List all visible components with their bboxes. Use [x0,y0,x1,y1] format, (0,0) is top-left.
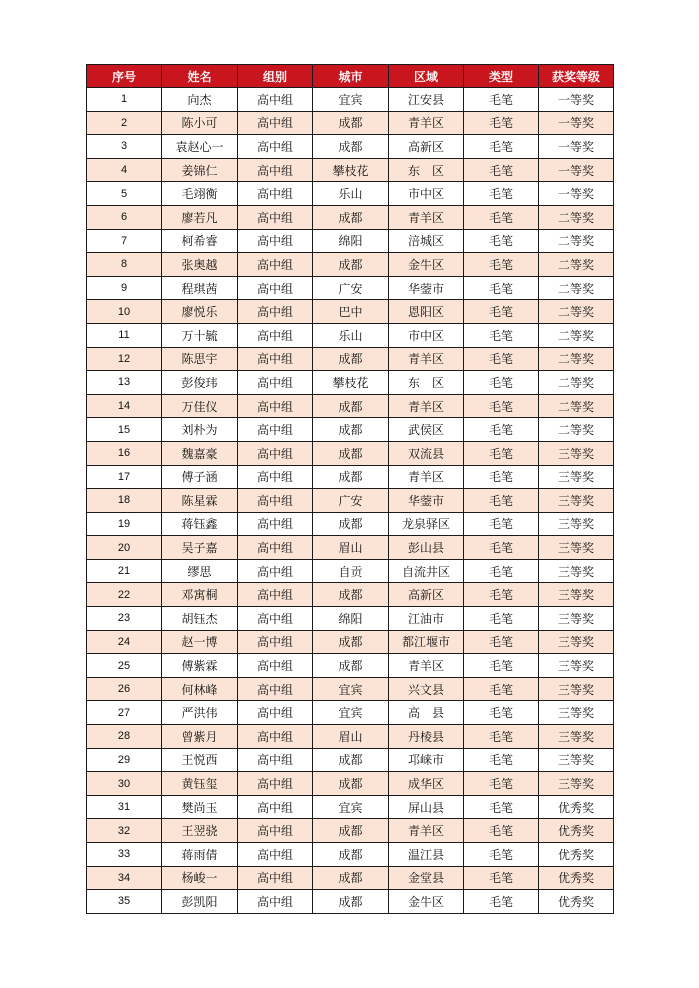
cell-award-level: 三等奖 [539,489,614,513]
cell-name: 严洪伟 [162,701,238,725]
cell-award-level: 二等奖 [539,347,614,371]
table-row [87,253,614,277]
table-row [87,819,614,843]
cell-name: 傅子涵 [162,465,238,489]
cell-type: 毛笔 [464,394,539,418]
cell-city: 成都 [313,253,389,277]
cell-group: 高中组 [238,276,313,300]
cell-group: 高中组 [238,654,313,678]
header-award-level: 获奖等级 [539,65,614,88]
cell-type: 毛笔 [464,300,539,324]
cell-district: 市中区 [389,323,464,347]
cell-type: 毛笔 [464,795,539,819]
cell-group: 高中组 [238,725,313,749]
cell-index: 14 [87,394,162,418]
cell-district: 屏山县 [389,795,464,819]
cell-city: 成都 [313,347,389,371]
cell-city: 广安 [313,489,389,513]
cell-name: 赵一博 [162,630,238,654]
cell-name: 廖悦乐 [162,300,238,324]
cell-award-level: 一等奖 [539,135,614,159]
cell-type: 毛笔 [464,371,539,395]
cell-group: 高中组 [238,819,313,843]
cell-name: 黄钰玺 [162,772,238,796]
cell-city: 广安 [313,276,389,300]
header-row [87,65,614,88]
cell-group: 高中组 [238,182,313,206]
cell-name: 程琪茜 [162,276,238,300]
cell-award-level: 三等奖 [539,654,614,678]
cell-name: 向杰 [162,88,238,112]
cell-award-level: 三等奖 [539,630,614,654]
cell-type: 毛笔 [464,843,539,867]
table-row [87,323,614,347]
cell-type: 毛笔 [464,536,539,560]
cell-name: 姜锦仁 [162,158,238,182]
cell-district: 兴文县 [389,677,464,701]
cell-name: 张奥越 [162,253,238,277]
table-row [87,843,614,867]
cell-index: 10 [87,300,162,324]
cell-group: 高中组 [238,465,313,489]
cell-name: 王翌骁 [162,819,238,843]
cell-district: 丹棱县 [389,725,464,749]
cell-group: 高中组 [238,677,313,701]
cell-group: 高中组 [238,701,313,725]
cell-index: 19 [87,512,162,536]
cell-award-level: 二等奖 [539,229,614,253]
cell-name: 毛翊衡 [162,182,238,206]
table-row [87,418,614,442]
cell-type: 毛笔 [464,418,539,442]
cell-district: 金牛区 [389,253,464,277]
cell-award-level: 二等奖 [539,253,614,277]
cell-group: 高中组 [238,890,313,914]
cell-group: 高中组 [238,300,313,324]
cell-name: 傅紫霖 [162,654,238,678]
cell-group: 高中组 [238,371,313,395]
cell-city: 宜宾 [313,677,389,701]
cell-index: 20 [87,536,162,560]
table-body [87,88,614,914]
table-row [87,88,614,112]
award-table [86,64,614,914]
cell-name: 杨峻一 [162,866,238,890]
cell-city: 成都 [313,866,389,890]
cell-name: 胡钰杰 [162,607,238,631]
cell-group: 高中组 [238,135,313,159]
cell-index: 9 [87,276,162,300]
table-row [87,772,614,796]
cell-name: 万佳仪 [162,394,238,418]
table-row [87,866,614,890]
cell-group: 高中组 [238,536,313,560]
cell-city: 眉山 [313,725,389,749]
table-row [87,158,614,182]
cell-index: 21 [87,559,162,583]
cell-index: 29 [87,748,162,772]
cell-award-level: 三等奖 [539,748,614,772]
cell-type: 毛笔 [464,866,539,890]
cell-district: 江安县 [389,88,464,112]
table-row [87,205,614,229]
cell-district: 邛崃市 [389,748,464,772]
cell-district: 金堂县 [389,866,464,890]
cell-index: 7 [87,229,162,253]
cell-group: 高中组 [238,748,313,772]
table-row [87,654,614,678]
cell-name: 万十毓 [162,323,238,347]
cell-district: 青羊区 [389,394,464,418]
cell-group: 高中组 [238,418,313,442]
cell-city: 成都 [313,465,389,489]
cell-district: 青羊区 [389,205,464,229]
cell-group: 高中组 [238,323,313,347]
cell-district: 双流县 [389,441,464,465]
table-row [87,583,614,607]
cell-index: 11 [87,323,162,347]
cell-city: 攀枝花 [313,158,389,182]
table-row [87,489,614,513]
table-row [87,182,614,206]
cell-index: 22 [87,583,162,607]
cell-award-level: 三等奖 [539,583,614,607]
cell-city: 成都 [313,111,389,135]
cell-index: 18 [87,489,162,513]
table-row [87,559,614,583]
cell-type: 毛笔 [464,748,539,772]
cell-type: 毛笔 [464,135,539,159]
cell-city: 成都 [313,748,389,772]
cell-district: 华蓥市 [389,489,464,513]
cell-city: 宜宾 [313,795,389,819]
cell-award-level: 优秀奖 [539,843,614,867]
table-row [87,890,614,914]
cell-district: 自流井区 [389,559,464,583]
cell-district: 江油市 [389,607,464,631]
cell-type: 毛笔 [464,489,539,513]
cell-city: 成都 [313,512,389,536]
cell-type: 毛笔 [464,559,539,583]
cell-group: 高中组 [238,559,313,583]
cell-group: 高中组 [238,512,313,536]
cell-city: 宜宾 [313,88,389,112]
cell-type: 毛笔 [464,630,539,654]
cell-district: 高新区 [389,135,464,159]
cell-index: 25 [87,654,162,678]
cell-group: 高中组 [238,441,313,465]
cell-name: 彭凯阳 [162,890,238,914]
cell-group: 高中组 [238,111,313,135]
cell-type: 毛笔 [464,88,539,112]
cell-group: 高中组 [238,866,313,890]
cell-index: 12 [87,347,162,371]
cell-district: 涪城区 [389,229,464,253]
cell-district: 龙泉驿区 [389,512,464,536]
cell-index: 8 [87,253,162,277]
table-row [87,795,614,819]
cell-city: 成都 [313,205,389,229]
table-row [87,630,614,654]
cell-index: 23 [87,607,162,631]
cell-index: 2 [87,111,162,135]
cell-city: 眉山 [313,536,389,560]
cell-city: 攀枝花 [313,371,389,395]
cell-city: 宜宾 [313,701,389,725]
cell-index: 1 [87,88,162,112]
cell-index: 3 [87,135,162,159]
table-row [87,701,614,725]
cell-name: 王悦西 [162,748,238,772]
cell-award-level: 三等奖 [539,701,614,725]
cell-district: 东 区 [389,371,464,395]
cell-award-level: 优秀奖 [539,890,614,914]
table-row [87,347,614,371]
cell-district: 青羊区 [389,111,464,135]
cell-name: 缪思 [162,559,238,583]
cell-group: 高中组 [238,229,313,253]
cell-award-level: 三等奖 [539,677,614,701]
cell-group: 高中组 [238,394,313,418]
cell-city: 成都 [313,654,389,678]
cell-award-level: 一等奖 [539,88,614,112]
cell-group: 高中组 [238,795,313,819]
cell-city: 绵阳 [313,229,389,253]
cell-index: 30 [87,772,162,796]
cell-district: 高 县 [389,701,464,725]
cell-index: 28 [87,725,162,749]
table-row [87,465,614,489]
cell-award-level: 二等奖 [539,205,614,229]
cell-name: 廖若凡 [162,205,238,229]
cell-award-level: 三等奖 [539,465,614,489]
cell-type: 毛笔 [464,465,539,489]
cell-group: 高中组 [238,607,313,631]
cell-award-level: 优秀奖 [539,866,614,890]
cell-award-level: 三等奖 [539,512,614,536]
cell-award-level: 二等奖 [539,371,614,395]
cell-name: 吴子嘉 [162,536,238,560]
cell-district: 武侯区 [389,418,464,442]
cell-type: 毛笔 [464,276,539,300]
cell-award-level: 二等奖 [539,300,614,324]
cell-award-level: 一等奖 [539,182,614,206]
cell-type: 毛笔 [464,253,539,277]
cell-name: 蒋雨倩 [162,843,238,867]
table-row [87,394,614,418]
cell-index: 33 [87,843,162,867]
header-index: 序号 [87,65,162,88]
table-row [87,371,614,395]
cell-award-level: 三等奖 [539,772,614,796]
table-row [87,135,614,159]
cell-city: 自贡 [313,559,389,583]
cell-type: 毛笔 [464,512,539,536]
cell-city: 巴中 [313,300,389,324]
cell-type: 毛笔 [464,819,539,843]
cell-district: 成华区 [389,772,464,796]
cell-type: 毛笔 [464,772,539,796]
cell-city: 成都 [313,583,389,607]
table-row [87,276,614,300]
cell-award-level: 三等奖 [539,559,614,583]
cell-city: 成都 [313,819,389,843]
header-district: 区域 [389,65,464,88]
cell-index: 17 [87,465,162,489]
cell-award-level: 优秀奖 [539,795,614,819]
cell-district: 金牛区 [389,890,464,914]
cell-city: 成都 [313,418,389,442]
cell-name: 陈小可 [162,111,238,135]
cell-city: 乐山 [313,323,389,347]
cell-name: 曾紫月 [162,725,238,749]
cell-name: 蒋钰鑫 [162,512,238,536]
cell-district: 青羊区 [389,819,464,843]
cell-award-level: 三等奖 [539,536,614,560]
table-row [87,536,614,560]
cell-index: 6 [87,205,162,229]
cell-district: 都江堰市 [389,630,464,654]
cell-type: 毛笔 [464,323,539,347]
table-row [87,677,614,701]
cell-name: 陈星霖 [162,489,238,513]
table-row [87,725,614,749]
cell-type: 毛笔 [464,654,539,678]
table-row [87,441,614,465]
cell-district: 东 区 [389,158,464,182]
cell-city: 成都 [313,630,389,654]
table-row [87,512,614,536]
cell-city: 成都 [313,135,389,159]
header-name: 姓名 [162,65,238,88]
cell-city: 乐山 [313,182,389,206]
cell-type: 毛笔 [464,583,539,607]
cell-district: 恩阳区 [389,300,464,324]
cell-type: 毛笔 [464,182,539,206]
cell-name: 刘朴为 [162,418,238,442]
cell-award-level: 二等奖 [539,418,614,442]
cell-award-level: 三等奖 [539,725,614,749]
header-type: 类型 [464,65,539,88]
table-row [87,111,614,135]
table-row [87,229,614,253]
cell-name: 柯希睿 [162,229,238,253]
cell-city: 成都 [313,441,389,465]
cell-district: 青羊区 [389,654,464,678]
cell-index: 16 [87,441,162,465]
cell-group: 高中组 [238,205,313,229]
table-row [87,300,614,324]
cell-award-level: 二等奖 [539,394,614,418]
cell-type: 毛笔 [464,725,539,749]
cell-type: 毛笔 [464,205,539,229]
cell-type: 毛笔 [464,701,539,725]
cell-city: 成都 [313,772,389,796]
cell-type: 毛笔 [464,158,539,182]
header-city: 城市 [313,65,389,88]
cell-award-level: 一等奖 [539,158,614,182]
cell-award-level: 三等奖 [539,441,614,465]
cell-award-level: 优秀奖 [539,819,614,843]
cell-district: 高新区 [389,583,464,607]
cell-index: 15 [87,418,162,442]
cell-type: 毛笔 [464,441,539,465]
cell-name: 邓寓桐 [162,583,238,607]
cell-district: 温江县 [389,843,464,867]
cell-type: 毛笔 [464,607,539,631]
cell-type: 毛笔 [464,890,539,914]
cell-index: 26 [87,677,162,701]
cell-award-level: 三等奖 [539,607,614,631]
cell-name: 魏嘉豪 [162,441,238,465]
cell-index: 35 [87,890,162,914]
cell-award-level: 二等奖 [539,276,614,300]
cell-group: 高中组 [238,630,313,654]
cell-index: 34 [87,866,162,890]
cell-name: 何林峰 [162,677,238,701]
cell-type: 毛笔 [464,677,539,701]
cell-name: 樊尚玉 [162,795,238,819]
cell-city: 成都 [313,843,389,867]
cell-group: 高中组 [238,253,313,277]
cell-index: 31 [87,795,162,819]
cell-type: 毛笔 [464,111,539,135]
cell-name: 袁赵心一 [162,135,238,159]
cell-name: 陈思宇 [162,347,238,371]
cell-group: 高中组 [238,772,313,796]
cell-group: 高中组 [238,843,313,867]
cell-district: 彭山县 [389,536,464,560]
table-row [87,748,614,772]
cell-name: 彭俊玮 [162,371,238,395]
cell-group: 高中组 [238,88,313,112]
table-row [87,607,614,631]
cell-index: 4 [87,158,162,182]
cell-award-level: 二等奖 [539,323,614,347]
cell-index: 24 [87,630,162,654]
cell-index: 5 [87,182,162,206]
cell-index: 13 [87,371,162,395]
cell-group: 高中组 [238,158,313,182]
cell-group: 高中组 [238,347,313,371]
header-group: 组别 [238,65,313,88]
cell-group: 高中组 [238,583,313,607]
cell-type: 毛笔 [464,347,539,371]
cell-district: 青羊区 [389,465,464,489]
cell-award-level: 一等奖 [539,111,614,135]
cell-index: 32 [87,819,162,843]
cell-city: 绵阳 [313,607,389,631]
cell-type: 毛笔 [464,229,539,253]
cell-group: 高中组 [238,489,313,513]
cell-district: 市中区 [389,182,464,206]
cell-district: 青羊区 [389,347,464,371]
cell-district: 华蓥市 [389,276,464,300]
cell-city: 成都 [313,890,389,914]
cell-city: 成都 [313,394,389,418]
cell-index: 27 [87,701,162,725]
